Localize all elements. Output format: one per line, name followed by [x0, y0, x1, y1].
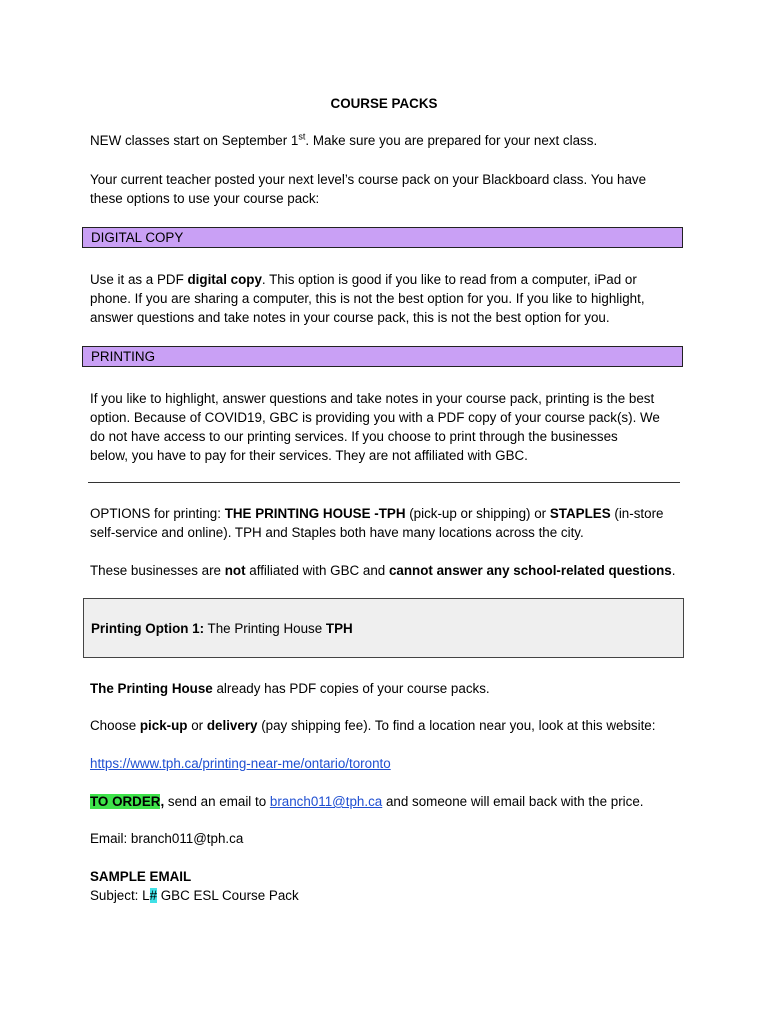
pickup-bold: pick-up	[139, 718, 188, 733]
printing-para-line-2: option. Because of COVID19, GBC is providing you with a PDF copy of your course pack(s). We	[90, 410, 660, 425]
subject-line	[90, 886, 690, 905]
order-email-link[interactable]: branch011@tph.ca	[269, 794, 383, 809]
staples-bold: STAPLES	[549, 506, 611, 521]
digital-text: Use it as a PDF	[90, 272, 188, 287]
digital-text-end: . This option is good if you like to read from a computer, iPad or	[261, 272, 637, 287]
option-1-text: The Printing House	[204, 621, 326, 636]
warning-end: .	[671, 563, 676, 578]
options-end: (in-store	[610, 506, 664, 521]
sample-email-heading: SAMPLE EMAIL	[90, 869, 192, 884]
intro-text-end: . Make sure you are prepared for your next class.	[305, 133, 598, 148]
digital-copy-bold: digital copy	[187, 272, 262, 287]
tph-line-1	[90, 679, 690, 698]
options-line-2: self-service and online). TPH and Staples both have many locations across the city.	[90, 525, 584, 540]
horizontal-divider	[88, 482, 680, 483]
page-title: COURSE PACKS	[330, 96, 438, 111]
digital-para-line-1	[90, 270, 690, 289]
subject-text: Subject: L	[90, 888, 150, 903]
order-line	[90, 792, 690, 811]
printing-option-1-box	[83, 598, 684, 658]
warning-mid: affiliated with GBC and	[245, 563, 389, 578]
choose-text: Choose	[90, 718, 140, 733]
delivery-bold: delivery	[206, 718, 258, 733]
digital-para-line-3: answer questions and take notes in your course pack, this is not the best option for you.	[90, 310, 610, 325]
warning-line	[90, 561, 690, 580]
intro-text: NEW classes start on September 1	[90, 133, 299, 148]
intro-superscript: st	[298, 131, 306, 142]
options-mid: (pick-up or shipping) or	[405, 506, 550, 521]
warning-bold: cannot answer any school-related questions	[388, 563, 672, 578]
choose-or: or	[187, 718, 207, 733]
digital-para-line-2: phone. If you are sharing a computer, this is not the best option for you. If you like to highlight,	[90, 291, 645, 306]
intro-line-1	[90, 131, 690, 150]
printing-para-line-3: do not have access to our printing services. If you choose to print through the businesses	[90, 429, 618, 444]
options-line-1	[90, 504, 690, 523]
warning-text: These businesses are	[90, 563, 225, 578]
subject-end: GBC ESL Course Pack	[157, 888, 299, 903]
order-text: send an email to	[164, 794, 270, 809]
order-end: and someone will email back with the price.	[382, 794, 644, 809]
to-order-highlight: TO ORDER	[90, 794, 161, 809]
choose-line	[90, 716, 690, 735]
option-1-bold: Printing Option 1:	[91, 621, 205, 636]
printing-option-1-label	[91, 619, 353, 638]
tph-website-link[interactable]: https://www.tph.ca/printing-near-me/ontario/toronto	[90, 756, 391, 771]
option-1-tph: TPH	[325, 621, 353, 636]
tph-bold: THE PRINTING HOUSE -TPH	[224, 506, 406, 521]
printing-heading: PRINTING	[82, 346, 683, 367]
intro-line-2: Your current teacher posted your next level’s course pack on your Blackboard class. You have	[90, 172, 647, 187]
printing-para-line-1: If you like to highlight, answer questions and take notes in your course pack, printing is the best	[90, 391, 655, 406]
options-text: OPTIONS for printing:	[90, 506, 225, 521]
printing-para-line-4: below, you have to pay for their services. They are not affiliated with GBC.	[90, 448, 528, 463]
tph-name-bold: The Printing House	[90, 681, 213, 696]
order-comma: ,	[160, 794, 165, 809]
intro-line-3: these options to use your course pack:	[90, 191, 320, 206]
digital-copy-heading: DIGITAL COPY	[82, 227, 683, 248]
tph-line-1-text: already has PDF copies of your course packs.	[212, 681, 490, 696]
choose-end: (pay shipping fee). To find a location near you, look at this website:	[257, 718, 656, 733]
tph-url-line	[90, 754, 690, 773]
email-line: Email: branch011@tph.ca	[90, 831, 244, 846]
subject-hash-highlight: #	[149, 888, 158, 903]
warning-not: not	[224, 563, 246, 578]
